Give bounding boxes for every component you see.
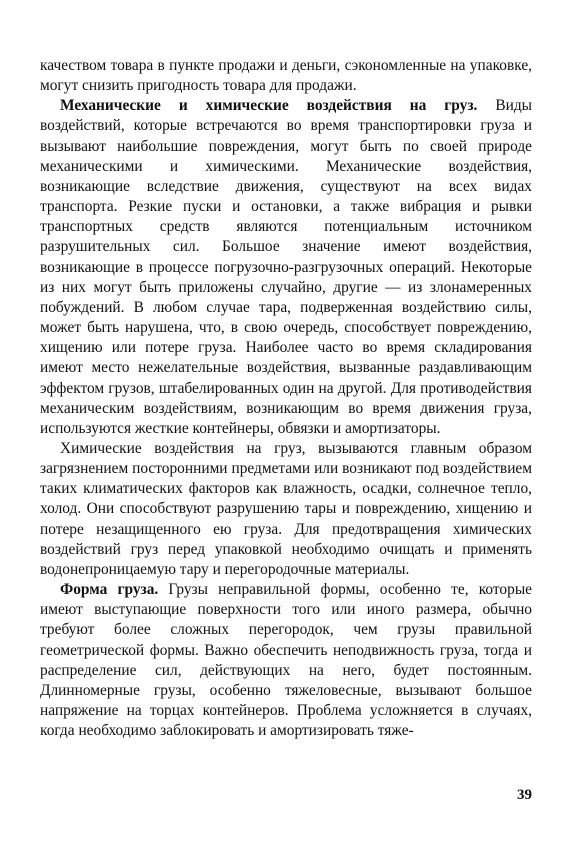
paragraph-text: Виды воздействий, которые встречаются во время транспортировки груза и вызывают наибольшие повреждения, могут быть по своей природе механическими и химическими. Механические воздействия, возникающие вследствие движения, существуют на всех видах транспорта. Резкие пуски и остановки, а также вибрация и рывки транспортных средств являются потенциальным источником разрушительных сил. Большое значение имеют воздействия, возникающие в процессе погрузочно-разгрузочных операций. Некоторые из них могут быть приложены случайно, другие — из злонамеренных побуждений. В любом случае тара, подверженная воздействию силы, может быть нарушена, что, в свою очередь, способствует повреждению, хищению или потере груза. Наиболее часто во время складирования имеют место нежелательные воздействия, вызванные раздавливающим эффектом грузов, штабелированных один на другой. Для противодействия механическим воздействиям, возникающим во время движения груза, используются жесткие контейнеры, обвязки и амортизаторы. — [40, 97, 532, 437]
paragraph-heading: Форма груза. — [60, 581, 159, 599]
paragraph-text: Грузы неправильной формы, особенно те, которые имеют выступающие поверхности того или иного размера, обычно требуют более сложных перегородок, чем грузы правильной геометрической формы. Важно обеспечить неподвижность груза, тогда и распределение сил, действующих на него, будет постоянным. Длинномерные грузы, особенно тяжеловесные, вызывают большое напряжение на торцах контейнеров. Проблема усложняется в случаях, когда необходимо заблокировать и амортизировать тяже- — [40, 581, 532, 740]
paragraph-mechanical-chemical — [40, 96, 532, 439]
paragraph-chemical — [40, 439, 532, 580]
paragraph-text: качеством товара в пункте продажи и деньги, сэкономленные на упаковке, могут снизить пригодность товара для продажи. — [40, 57, 532, 95]
body-text — [40, 56, 532, 741]
paragraph-continuation — [40, 56, 532, 96]
paragraph-cargo-shape — [40, 580, 532, 741]
paragraph-text: Химические воздействия на груз, вызываются главным образом загрязнением посторонними предметами или возникают под воздействием таких климатических факторов как влажность, осадки, солнечное тепло, холод. Они способствуют разрушению тары и повреждению, хищению и потере незащищенного ею груза. Для предотвращения химических воздействий груз перед упаковкой необходимо очищать и применять водонепроницаемую тару и перегородочные материалы. — [40, 439, 532, 578]
paragraph-heading: Механические и химические воздействия на груз. — [60, 97, 478, 115]
page-number: 39 — [517, 787, 532, 803]
